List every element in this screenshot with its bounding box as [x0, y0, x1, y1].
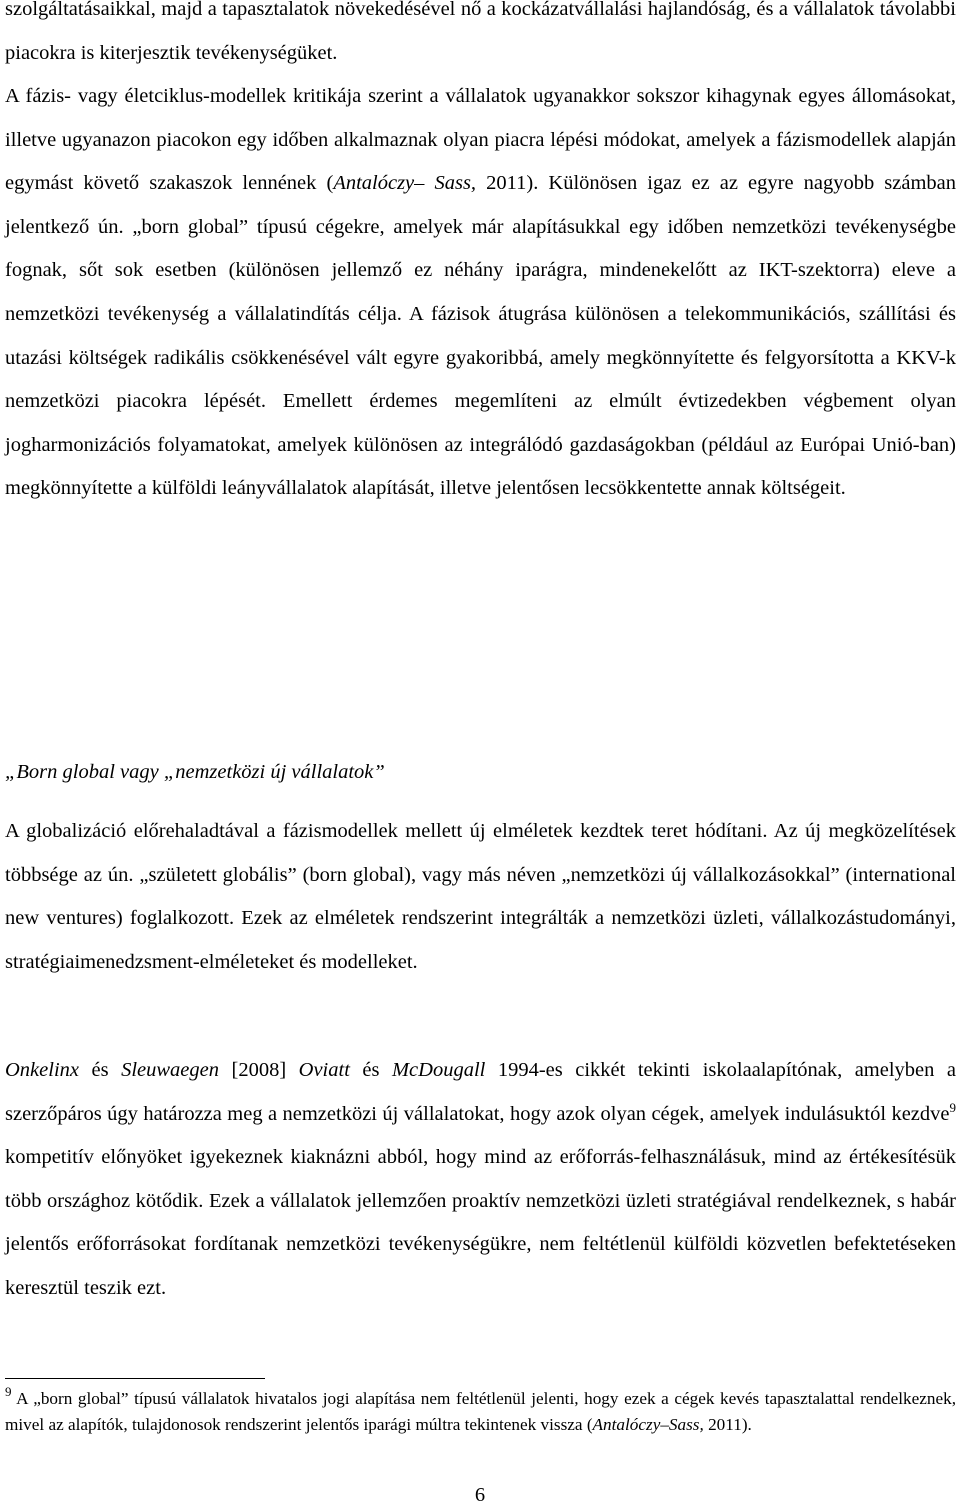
paragraph-1	[5, 0, 956, 75]
paragraph-2-text: A fázis- vagy életciklus-modellek kritikája szerint a vállalatok ugyanakkor sokszor kihagynak egyes állomásokat, illetve ugyanazon piacokon egy időben alkalmaznak olyan piacra lépési módokat, amelyek a fázismodellek alapján egymást követő szakaszok lennének (	[5, 85, 956, 195]
paragraph-4-text: és	[349, 1059, 392, 1081]
paragraph-4	[5, 1049, 956, 1311]
paragraph-4-text: 1994-es cikkét tekinti iskolaalapítónak, amelyben a szerzőpáros úgy határozza meg a nemzetközi új vállalatokat, hogy azok olyan cégek, amelyek indulásuktól kezdve	[5, 1059, 956, 1125]
paragraph-1-text: szolgáltatásaikkal, majd a tapasztalatok növekedésével nő a kockázatvállalási hajlandóság, és a vállalatok távolabbi piacokra is kiterjesztik tevékenységüket.	[5, 0, 956, 64]
author-name: Oviatt	[298, 1059, 350, 1081]
author-name: McDougall	[391, 1059, 486, 1081]
paragraph-4-text: [2008]	[219, 1059, 299, 1081]
paragraph-2	[5, 75, 956, 511]
author-name: Onkelinx	[5, 1059, 79, 1081]
footnote-marker: 9	[949, 1099, 956, 1115]
citation: Antalóczy–Sass,	[592, 1415, 704, 1435]
citation: Antalóczy– Sass,	[333, 172, 477, 195]
paragraph-3-text: A globalizáció előrehaladtával a fázismodellek mellett új elméletek kezdtek teret hódítani. Az új megközelítések többsége az ún. „született globális” (born global), vagy más néven „nemzetközi új vállalkozásokkal” (international new ventures) foglalkozott. Ezek az elméletek rendszerint integrálták a nemzetközi üzleti, vállalkozástudományi, stratégiaimenedzsment-elméleteket és modelleket.	[5, 820, 956, 973]
page-number: 6	[474, 1484, 486, 1506]
footnote	[5, 1386, 956, 1439]
paragraph-4-text: és	[79, 1059, 122, 1081]
footnote-divider	[5, 1378, 265, 1379]
paragraph-4-text: kompetitív előnyöket igyekeznek kiaknázni abból, hogy mind az erőforrás-felhasználásuk, mind az értékesítésük több országhoz kötődik. Ezek a vállalatok jellemzően proaktív nemzetközi üzleti stratégiával rendelkeznek, s habár jelentős erőforrásokat fordítanak nemzetközi tevékenységükre, nem feltétlenül külföldi közvetlen befektetéseken keresztül teszik ezt.	[5, 1146, 956, 1299]
section-heading: „Born global vagy „nemzetközi új vállalatok”	[5, 761, 385, 783]
paragraph-2-text-cont: 2011). Különösen igaz ez az egyre nagyobb számban jelentkező ún. „born global” típusú cégekre, amelyek már alapításukkal egy időben nemzetközi tevékenységbe fognak, sőt sok esetben (különösen jellemző ez néhány iparágra, mindenekelőtt az IKT-szektorra) eleve a nemzetközi tevékenység a vállalatindítás célja. A fázisok átugrása különösen a telekommunikációs, szállítási és utazási költségek radikális csökkenésével vált egyre gyakoribbá, amely megkönnyítette és felgyorsította a KKV-k nemzetközi piacokra lépését. Emellett érdemes megemlíteni az elmúlt évtizedekben végbement olyan jogharmonizációs folyamatokat, amelyek különösen az integrálódó gazdaságokban (például az Európai Unió-ban) megkönnyítette a külföldi leányvállalatok alapítását, illetve jelentősen lecsökkentette annak költségeit.	[5, 172, 957, 500]
author-name: Sleuwaegen	[121, 1059, 219, 1081]
footnote-text: A „born global” típusú vállalatok hivatalos jogi alapítása nem feltétlenül jelenti, hogy ezek a cégek kevés tapasztalattal rendelkeznek, mivel az alapítók, tulajdonosok rendszerint jelentős iparági múltra tekintenek vissza (	[5, 1389, 956, 1435]
footnote-number: 9	[5, 1384, 12, 1399]
footnote-text-end: 2011).	[703, 1415, 752, 1435]
paragraph-3	[5, 810, 956, 984]
